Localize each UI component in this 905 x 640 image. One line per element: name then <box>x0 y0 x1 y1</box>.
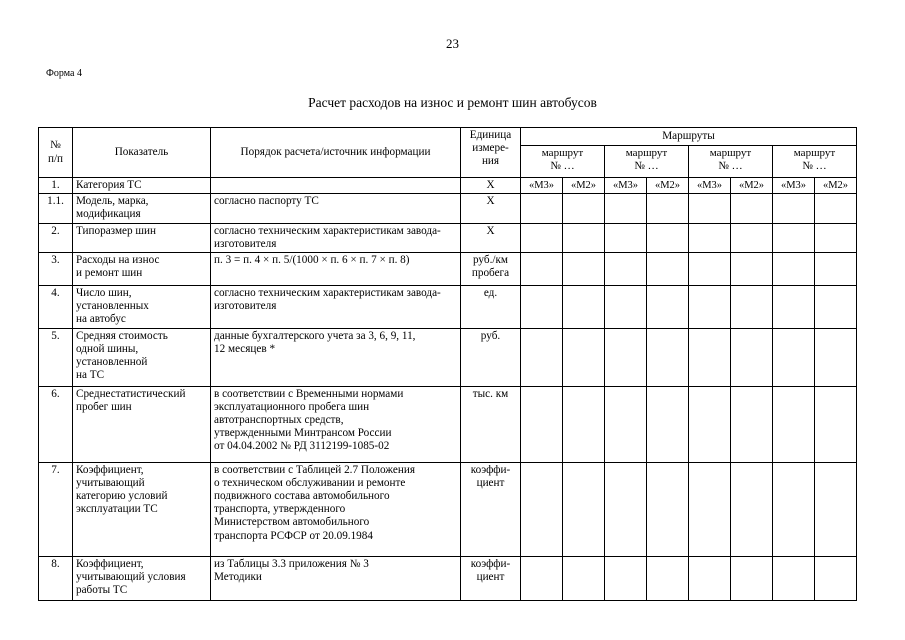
row-unit: тыс. км <box>461 386 521 462</box>
vehicle-category-cell: «М3» <box>773 178 815 194</box>
value-cell <box>689 462 731 556</box>
header-number: № п/п <box>39 128 73 178</box>
table-row <box>39 178 857 194</box>
row-indicator: Среднестатистический пробег шин <box>73 386 211 462</box>
value-cell <box>815 556 857 600</box>
value-cell <box>689 328 731 386</box>
row-number: 1. <box>39 178 73 194</box>
row-number: 6. <box>39 386 73 462</box>
value-cell <box>731 253 773 286</box>
value-cell <box>563 556 605 600</box>
row-indicator: Средняя стоимость одной шины, установленной на ТС <box>73 328 211 386</box>
value-cell <box>689 223 731 252</box>
vehicle-category-cell: «М2» <box>731 178 773 194</box>
row-number: 4. <box>39 286 73 329</box>
table-row <box>39 253 857 286</box>
value-cell <box>647 462 689 556</box>
value-cell <box>773 328 815 386</box>
row-method: в соответствии с Временными нормами эксплуатационного пробега шин автотранспортных средств, утвержденными Минтрансом России от 04.04.2002 № РД 3112199-1085-02 <box>211 386 461 462</box>
value-cell <box>689 286 731 329</box>
row-number: 3. <box>39 253 73 286</box>
page-number: 23 <box>446 36 459 51</box>
value-cell <box>773 253 815 286</box>
header-routes: Маршруты <box>521 128 857 146</box>
row-number: 7. <box>39 462 73 556</box>
table-row <box>39 286 857 329</box>
table-body <box>39 178 857 601</box>
row-unit: руб. <box>461 328 521 386</box>
table-row <box>39 328 857 386</box>
value-cell <box>605 194 647 223</box>
row-unit: Х <box>461 223 521 252</box>
value-cell <box>731 223 773 252</box>
table-row <box>39 556 857 600</box>
table-row <box>39 386 857 462</box>
value-cell <box>521 386 563 462</box>
value-cell <box>647 286 689 329</box>
header-unit: Единица измере- ния <box>461 128 521 178</box>
row-number: 8. <box>39 556 73 600</box>
value-cell <box>815 286 857 329</box>
vehicle-category-cell: «М3» <box>605 178 647 194</box>
table-row <box>39 223 857 252</box>
row-number: 5. <box>39 328 73 386</box>
value-cell <box>647 194 689 223</box>
value-cell <box>815 386 857 462</box>
value-cell <box>605 328 647 386</box>
value-cell <box>563 253 605 286</box>
value-cell <box>563 194 605 223</box>
value-cell <box>773 386 815 462</box>
value-cell <box>521 328 563 386</box>
vehicle-category-cell: «М2» <box>563 178 605 194</box>
value-cell <box>563 462 605 556</box>
value-cell <box>605 253 647 286</box>
header-route-1: маршрут № … <box>521 146 605 178</box>
vehicle-category-cell: «М2» <box>647 178 689 194</box>
row-method: данные бухгалтерского учета за 3, 6, 9, 11, 12 месяцев * <box>211 328 461 386</box>
value-cell <box>815 223 857 252</box>
value-cell <box>773 286 815 329</box>
value-cell <box>647 223 689 252</box>
value-cell <box>647 328 689 386</box>
row-method: согласно техническим характеристикам завода-изготовителя <box>211 286 461 329</box>
form-label: Форма 4 <box>46 68 82 79</box>
value-cell <box>689 253 731 286</box>
value-cell <box>521 286 563 329</box>
value-cell <box>605 462 647 556</box>
value-cell <box>815 194 857 223</box>
row-method: из Таблицы 3.3 приложения № 3 Методики <box>211 556 461 600</box>
value-cell <box>731 462 773 556</box>
value-cell <box>815 462 857 556</box>
value-cell <box>647 556 689 600</box>
row-indicator: Категория ТС <box>73 178 211 194</box>
value-cell <box>605 223 647 252</box>
value-cell <box>605 286 647 329</box>
value-cell <box>605 386 647 462</box>
value-cell <box>689 556 731 600</box>
row-indicator: Число шин, установленных на автобус <box>73 286 211 329</box>
value-cell <box>773 194 815 223</box>
value-cell <box>773 223 815 252</box>
value-cell <box>731 286 773 329</box>
value-cell <box>521 253 563 286</box>
row-unit: коэффи- циент <box>461 462 521 556</box>
value-cell <box>521 223 563 252</box>
value-cell <box>563 386 605 462</box>
row-unit: ед. <box>461 286 521 329</box>
row-unit: руб./км пробега <box>461 253 521 286</box>
value-cell <box>731 194 773 223</box>
row-unit: Х <box>461 178 521 194</box>
value-cell <box>647 386 689 462</box>
value-cell <box>605 556 647 600</box>
table-row <box>39 194 857 223</box>
value-cell <box>815 328 857 386</box>
row-method: согласно техническим характеристикам завода-изготовителя <box>211 223 461 252</box>
value-cell <box>731 556 773 600</box>
value-cell <box>563 223 605 252</box>
row-method: п. 3 = п. 4 × п. 5/(1000 × п. 6 × п. 7 × п. 8) <box>211 253 461 286</box>
value-cell <box>773 556 815 600</box>
value-cell <box>647 253 689 286</box>
row-indicator: Модель, марка, модификация <box>73 194 211 223</box>
row-unit: коэффи- циент <box>461 556 521 600</box>
value-cell <box>689 194 731 223</box>
header-route-4: маршрут № … <box>773 146 857 178</box>
value-cell <box>815 253 857 286</box>
row-indicator: Коэффициент, учитывающий категорию условий эксплуатации ТС <box>73 462 211 556</box>
value-cell <box>773 462 815 556</box>
value-cell <box>563 286 605 329</box>
vehicle-category-cell: «М2» <box>815 178 857 194</box>
value-cell <box>521 462 563 556</box>
row-method: согласно паспорту ТС <box>211 194 461 223</box>
value-cell <box>689 386 731 462</box>
header-indicator: Показатель <box>73 128 211 178</box>
row-indicator: Расходы на износ и ремонт шин <box>73 253 211 286</box>
value-cell <box>563 328 605 386</box>
vehicle-category-cell: «М3» <box>689 178 731 194</box>
tire-cost-table <box>38 127 857 601</box>
value-cell <box>731 386 773 462</box>
row-method: в соответствии с Таблицей 2.7 Положения о техническом обслуживании и ремонте подвижного состава автомобильного транспорта, утвержденного Министерством автомобильного транспорта РСФСР от 20.09.1984 <box>211 462 461 556</box>
header-method: Порядок расчета/источник информации <box>211 128 461 178</box>
vehicle-category-cell: «М3» <box>521 178 563 194</box>
row-indicator: Типоразмер шин <box>73 223 211 252</box>
header-route-3: маршрут № … <box>689 146 773 178</box>
value-cell <box>521 194 563 223</box>
table-row <box>39 462 857 556</box>
value-cell <box>731 328 773 386</box>
row-indicator: Коэффициент, учитывающий условия работы ТС <box>73 556 211 600</box>
value-cell <box>521 556 563 600</box>
row-unit: Х <box>461 194 521 223</box>
document-title: Расчет расходов на износ и ремонт шин автобусов <box>308 95 597 110</box>
row-number: 2. <box>39 223 73 252</box>
row-method <box>211 178 461 194</box>
row-number: 1.1. <box>39 194 73 223</box>
header-route-2: маршрут № … <box>605 146 689 178</box>
